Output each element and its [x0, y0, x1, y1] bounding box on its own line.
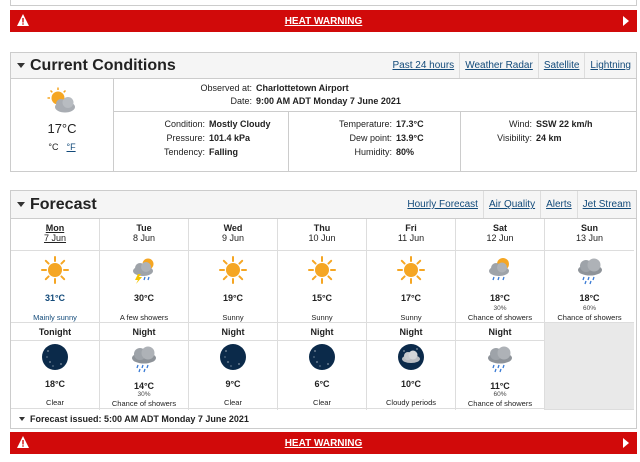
- visibility-label: Visibility:: [497, 133, 532, 143]
- cloud-rain-icon: [129, 343, 159, 378]
- details-col-3: [461, 112, 636, 171]
- cloud-rain-icon: [575, 255, 605, 290]
- day-pop: 60%: [582, 305, 596, 312]
- night-forecast[interactable]: [100, 341, 188, 409]
- day-pop: 30%: [493, 305, 507, 312]
- night-forecast[interactable]: [189, 341, 277, 409]
- day-summary: Mainly sunny: [33, 313, 77, 322]
- link-satellite[interactable]: Satellite: [538, 53, 585, 78]
- current-conditions-title: Current Conditions: [30, 56, 176, 74]
- link-past-24-hours[interactable]: Past 24 hours: [392, 60, 455, 71]
- night-forecast[interactable]: [11, 341, 99, 409]
- tendency-value: Falling: [209, 147, 238, 157]
- forecast-panel: [10, 190, 637, 429]
- day-high-temp: 18°C: [579, 293, 600, 303]
- observation-info: [114, 79, 636, 112]
- observation-date: 9:00 AM ADT Monday 7 June 2021: [256, 96, 401, 106]
- warning-icon: [16, 435, 30, 449]
- observed-at: Charlottetown Airport: [256, 83, 349, 93]
- humidity-label: Humidity:: [354, 147, 392, 157]
- heat-warning-banner-bottom[interactable]: [10, 432, 637, 454]
- sun-icon: [307, 255, 337, 290]
- cloud-rain-icon: [485, 343, 515, 378]
- day-date: 9 Jun: [221, 233, 245, 243]
- unit-celsius[interactable]: °C: [48, 142, 59, 152]
- night-pop: 30%: [137, 391, 151, 398]
- link-hourly-forecast[interactable]: Hourly Forecast: [407, 199, 478, 210]
- sun-icon: [396, 255, 426, 290]
- day-name: Fri: [405, 223, 417, 233]
- warning-icon: [16, 13, 30, 27]
- forecast-issued[interactable]: [11, 410, 636, 428]
- current-links: [387, 53, 636, 78]
- current-temperature: 17°C: [47, 121, 77, 136]
- day-header[interactable]: [11, 219, 99, 251]
- day-date: 7 Jun: [43, 233, 67, 243]
- unit-fahrenheit[interactable]: °F: [66, 142, 76, 152]
- night-low-temp: 9°C: [225, 379, 241, 389]
- day-summary: Sunny: [222, 313, 244, 322]
- forecast-day-column: [278, 219, 367, 410]
- forecast-links: [402, 191, 636, 218]
- empty-night-cell: [545, 323, 634, 410]
- day-name: Tue: [136, 223, 152, 233]
- day-name: Thu: [313, 223, 331, 233]
- moon-cloud-icon: [397, 343, 425, 376]
- play-arrow-icon: [623, 16, 629, 26]
- temperature-value: 17.3°C: [396, 119, 424, 129]
- details-col-2: [289, 112, 461, 171]
- day-header[interactable]: [456, 219, 544, 251]
- link-lightning[interactable]: Lightning: [584, 53, 636, 78]
- sun-icon: [218, 255, 248, 290]
- night-header: Night: [278, 323, 366, 341]
- moon-icon: [41, 343, 69, 376]
- day-summary: Sunny: [400, 313, 422, 322]
- date-label: Date:: [230, 96, 252, 106]
- moon-icon: [219, 343, 247, 376]
- previous-panel-edge: [10, 0, 637, 6]
- day-name: Sun: [581, 223, 598, 233]
- day-high-temp: 30°C: [133, 293, 155, 303]
- link-air-quality[interactable]: Air Quality: [483, 191, 540, 218]
- night-summary: Chance of showers: [111, 399, 177, 408]
- day-summary: Sunny: [311, 313, 333, 322]
- day-name: Wed: [223, 223, 243, 233]
- day-name: Sat: [492, 223, 507, 233]
- dew-point-label: Dew point:: [349, 133, 392, 143]
- details-col-1: [114, 112, 289, 171]
- day-forecast[interactable]: [367, 251, 455, 323]
- storm-icon: [129, 255, 159, 290]
- heat-warning-banner[interactable]: [10, 10, 637, 32]
- wind-value: SSW 22 km/h: [536, 119, 593, 129]
- day-header[interactable]: [545, 219, 634, 251]
- night-header: Night: [189, 323, 277, 341]
- night-summary: Clear: [224, 398, 242, 407]
- dew-point-value: 13.9°C: [396, 133, 424, 143]
- current-conditions-header: [11, 53, 636, 79]
- link-jet-stream[interactable]: Jet Stream: [577, 191, 636, 218]
- night-header: Tonight: [11, 323, 99, 341]
- night-low-temp: 18°C: [44, 379, 66, 389]
- forecast-grid: [11, 219, 636, 410]
- night-summary: Chance of showers: [467, 399, 533, 408]
- pressure-label: Pressure:: [166, 133, 205, 143]
- day-forecast[interactable]: [456, 251, 544, 323]
- night-low-temp: 10°C: [400, 379, 422, 389]
- day-forecast[interactable]: [545, 251, 634, 323]
- day-high-temp: 18°C: [489, 293, 511, 303]
- day-forecast[interactable]: [278, 251, 366, 323]
- night-forecast[interactable]: [367, 341, 455, 409]
- night-low-temp: 14°C: [133, 381, 155, 391]
- night-header: Night: [100, 323, 188, 341]
- day-forecast[interactable]: [189, 251, 277, 323]
- collapse-caret-icon[interactable]: [17, 63, 25, 68]
- current-conditions-panel: [10, 52, 637, 172]
- forecast-day-column: [367, 219, 456, 410]
- condition-details: [114, 112, 636, 171]
- humidity-value: 80%: [396, 147, 415, 157]
- night-forecast[interactable]: [278, 341, 366, 409]
- day-high-temp: 31°C: [44, 293, 66, 303]
- sun-shower-icon: [485, 255, 515, 290]
- day-forecast[interactable]: [11, 251, 99, 323]
- heat-warning-link[interactable]: HEAT WARNING: [284, 15, 363, 27]
- visibility-value: 24 km: [536, 133, 562, 143]
- forecast-day-column: [189, 219, 278, 410]
- day-date: 10 Jun: [308, 233, 336, 243]
- day-high-temp: 19°C: [222, 293, 244, 303]
- day-header[interactable]: [278, 219, 366, 251]
- night-header: Night: [456, 323, 544, 341]
- day-date: 8 Jun: [132, 233, 156, 243]
- link-alerts[interactable]: Alerts: [540, 191, 577, 218]
- day-high-temp: 15°C: [311, 293, 333, 303]
- night-header: Night: [367, 323, 455, 341]
- day-summary: Chance of showers: [467, 313, 533, 322]
- observed-label: Observed at:: [200, 83, 252, 93]
- pressure-value: 101.4 kPa: [209, 133, 251, 143]
- day-header[interactable]: [100, 219, 188, 251]
- day-date: 13 Jun: [575, 233, 604, 243]
- sun-icon: [40, 255, 70, 290]
- moon-icon: [308, 343, 336, 376]
- forecast-title: Forecast: [30, 195, 97, 213]
- night-forecast[interactable]: [456, 341, 544, 409]
- forecast-header: [11, 191, 636, 219]
- forecast-day-column: [545, 219, 634, 410]
- collapse-caret-icon[interactable]: [17, 202, 25, 207]
- day-forecast[interactable]: [100, 251, 188, 323]
- day-date: 11 Jun: [397, 233, 425, 243]
- day-header[interactable]: [367, 219, 455, 251]
- night-pop: 60%: [493, 391, 507, 398]
- wind-label: Wind:: [508, 119, 532, 129]
- night-low-temp: 11°C: [490, 381, 510, 391]
- day-high-temp: 17°C: [400, 293, 422, 303]
- temperature-label: Temperature:: [338, 119, 392, 129]
- current-summary: [11, 79, 114, 171]
- forecast-day-column: [100, 219, 189, 410]
- night-summary: Clear: [46, 398, 64, 407]
- partly-cloudy-icon: [45, 87, 79, 115]
- tendency-label: Tendency:: [163, 147, 205, 157]
- condition-label: Condition:: [164, 119, 205, 129]
- night-low-temp: 6°C: [314, 379, 330, 389]
- expand-caret-icon: [19, 417, 25, 421]
- forecast-day-column: [11, 219, 100, 410]
- day-header[interactable]: [189, 219, 277, 251]
- forecast-day-column: [456, 219, 545, 410]
- heat-warning-link[interactable]: HEAT WARNING: [284, 437, 363, 449]
- condition-value: Mostly Cloudy: [209, 119, 271, 129]
- night-summary: Clear: [313, 398, 331, 407]
- unit-toggle: [48, 142, 75, 152]
- day-name: Mon: [45, 223, 65, 233]
- forecast-issued-text: Forecast issued: 5:00 AM ADT Monday 7 June 2021: [30, 414, 249, 424]
- night-summary: Cloudy periods: [385, 398, 437, 407]
- day-summary: Chance of showers: [557, 313, 622, 322]
- day-date: 12 Jun: [486, 233, 514, 243]
- day-summary: A few showers: [119, 313, 169, 322]
- play-arrow-icon: [623, 438, 629, 448]
- link-weather-radar[interactable]: Weather Radar: [459, 53, 538, 78]
